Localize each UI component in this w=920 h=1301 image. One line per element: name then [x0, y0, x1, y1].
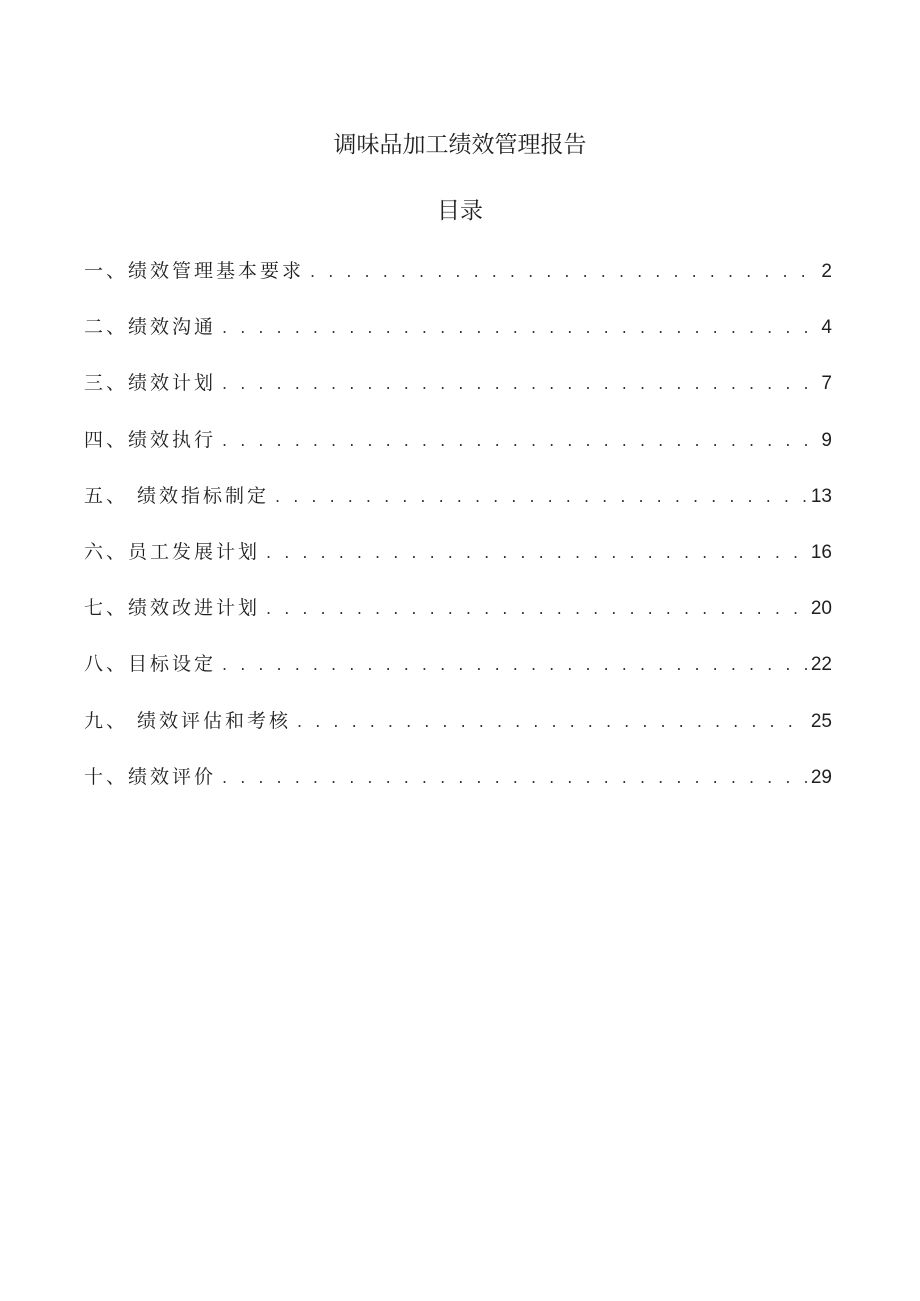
- toc-entry[interactable]: [84, 760, 832, 816]
- toc-entry-label: 三、绩效计划: [84, 372, 217, 395]
- toc-leader-dots: [222, 424, 817, 458]
- toc-entry-label: 七、绩效改进计划: [84, 597, 261, 620]
- toc-entry-page: 22: [810, 654, 832, 676]
- toc-leader-dots: [266, 592, 807, 626]
- toc-entry-page: 2: [821, 261, 832, 282]
- toc-entry-page: 13: [810, 485, 832, 507]
- toc-entry-label: 四、绩效执行: [84, 428, 217, 451]
- toc-entry-page: 16: [810, 541, 832, 563]
- toc-entry[interactable]: [84, 704, 832, 760]
- toc-entry[interactable]: [84, 423, 832, 479]
- toc-entry[interactable]: [84, 535, 832, 591]
- toc-leader-dots: [222, 648, 807, 682]
- table-of-contents: [84, 254, 832, 816]
- toc-entry-label: 二、绩效沟通: [84, 316, 217, 339]
- toc-entry-label: 一、绩效管理基本要求: [84, 260, 305, 282]
- toc-entry[interactable]: [84, 647, 832, 703]
- toc-leader-dots: [222, 311, 817, 345]
- toc-entry-page: 25: [810, 710, 832, 732]
- toc-entry-page: 7: [821, 373, 832, 395]
- toc-entry-page: 29: [810, 766, 832, 788]
- toc-heading: 目录: [437, 198, 483, 224]
- toc-leader-dots: [222, 761, 807, 795]
- toc-entry[interactable]: [84, 254, 832, 310]
- toc-entry-label: 十、绩效评价: [84, 765, 217, 788]
- toc-leader-dots: [222, 367, 817, 401]
- toc-entry[interactable]: [84, 591, 832, 647]
- toc-entry-label: 五、 绩效指标制定: [84, 484, 270, 507]
- toc-leader-dots: [310, 255, 817, 289]
- toc-entry-label: 九、 绩效评估和考核: [84, 709, 292, 732]
- toc-entry[interactable]: [84, 366, 832, 422]
- toc-entry-page: 4: [821, 317, 832, 339]
- toc-entry[interactable]: [84, 479, 832, 535]
- toc-leader-dots: [275, 480, 807, 514]
- toc-entry-label: 六、员工发展计划: [84, 540, 261, 563]
- toc-entry-label: 八、目标设定: [84, 653, 217, 676]
- document-title: 调味品加工绩效管理报告: [333, 132, 587, 158]
- toc-entry[interactable]: [84, 310, 832, 366]
- toc-entry-page: 9: [821, 429, 832, 451]
- toc-leader-dots: [266, 536, 807, 570]
- toc-leader-dots: [297, 705, 807, 739]
- toc-entry-page: 20: [810, 598, 832, 620]
